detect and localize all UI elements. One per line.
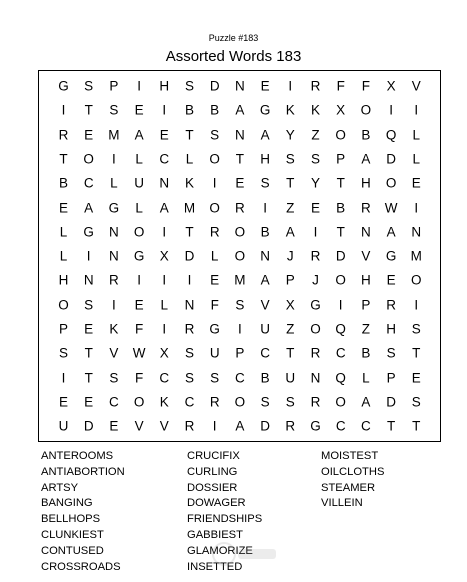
grid-letter: A bbox=[386, 224, 396, 240]
grid-letter: A bbox=[235, 418, 245, 434]
grid-letter: A bbox=[235, 102, 245, 118]
grid-letter: E bbox=[84, 394, 94, 410]
word-list-item: STEAMER bbox=[321, 481, 376, 494]
grid-letter: X bbox=[159, 248, 169, 264]
word-list-item: GLAMORIZE bbox=[187, 544, 253, 557]
grid-letter: G bbox=[209, 321, 220, 337]
grid-letter: I bbox=[414, 296, 419, 312]
grid-letter: H bbox=[361, 272, 371, 288]
grid-letter: C bbox=[159, 369, 170, 385]
grid-letter: E bbox=[134, 102, 144, 118]
watermark-logo-icon bbox=[210, 540, 280, 568]
grid-letter: I bbox=[212, 418, 217, 434]
grid-letter: T bbox=[59, 151, 68, 167]
grid-letter: N bbox=[159, 175, 170, 191]
grid-letter: S bbox=[411, 394, 421, 410]
grid-letter: E bbox=[210, 272, 220, 288]
grid-letter: F bbox=[336, 78, 345, 94]
grid-letter: I bbox=[61, 369, 66, 385]
grid-letter: S bbox=[285, 151, 295, 167]
grid-letter: E bbox=[84, 321, 94, 337]
grid-letter: E bbox=[84, 126, 94, 142]
word-list-item: DOSSIER bbox=[187, 481, 238, 494]
grid-letter: E bbox=[109, 418, 119, 434]
grid-letter: B bbox=[260, 224, 270, 240]
word-list-item: CURLING bbox=[187, 465, 238, 478]
word-list-item: INSETTED bbox=[187, 560, 243, 573]
grid-letter: G bbox=[133, 248, 145, 264]
grid-letter: Y bbox=[285, 126, 295, 142]
grid-letter: D bbox=[260, 418, 270, 434]
grid-letter: O bbox=[385, 175, 397, 191]
grid-letter: O bbox=[58, 296, 69, 312]
grid-letter: I bbox=[212, 175, 217, 191]
grid-letter: O bbox=[209, 151, 220, 167]
grid-letter: Q bbox=[335, 369, 346, 385]
grid-letter: R bbox=[184, 321, 195, 337]
grid-letter: N bbox=[260, 248, 270, 264]
grid-letter: C bbox=[361, 418, 371, 434]
grid-letter: E bbox=[310, 199, 320, 215]
grid-letter: R bbox=[310, 394, 321, 410]
grid-letter: V bbox=[159, 418, 169, 434]
grid-letter: L bbox=[210, 248, 219, 264]
grid-letter: D bbox=[386, 151, 396, 167]
grid-letter: S bbox=[260, 394, 270, 410]
grid-letter: A bbox=[285, 224, 295, 240]
word-list-item: BANGING bbox=[41, 497, 93, 510]
grid-letter: R bbox=[310, 78, 321, 94]
grid-letter: O bbox=[209, 199, 220, 215]
grid-letter: O bbox=[335, 394, 346, 410]
grid-letter: A bbox=[361, 394, 371, 410]
grid-letter: E bbox=[411, 175, 421, 191]
grid-letter: A bbox=[84, 199, 94, 215]
grid-letter: I bbox=[162, 272, 167, 288]
grid-letter: B bbox=[210, 102, 220, 118]
grid-letter: T bbox=[336, 175, 345, 191]
grid-letter: C bbox=[235, 369, 245, 385]
grid-letter: G bbox=[83, 224, 94, 240]
grid-letter: S bbox=[210, 126, 220, 142]
grid-letter: O bbox=[360, 102, 372, 118]
grid-letter: I bbox=[61, 102, 66, 118]
grid-letter: G bbox=[310, 418, 321, 434]
grid-letter: H bbox=[58, 272, 69, 288]
grid-letter: B bbox=[361, 126, 371, 142]
grid-letter: T bbox=[412, 418, 421, 434]
grid-letter: R bbox=[235, 199, 245, 215]
grid-letter: N bbox=[109, 248, 119, 264]
grid-letter: N bbox=[310, 369, 321, 385]
grid-letter: I bbox=[414, 199, 419, 215]
grid-letter: D bbox=[209, 78, 220, 94]
grid-letter: I bbox=[313, 224, 318, 240]
grid-letter: I bbox=[187, 272, 192, 288]
letter-grid bbox=[38, 70, 441, 442]
word-list-item: GABBIEST bbox=[187, 528, 243, 541]
grid-letter: O bbox=[411, 272, 422, 288]
grid-letter: I bbox=[338, 296, 343, 312]
grid-letter: L bbox=[160, 296, 169, 312]
grid-letter: C bbox=[335, 418, 346, 434]
grid-letter: J bbox=[286, 248, 294, 264]
grid-letter: A bbox=[134, 126, 144, 142]
grid-letter: I bbox=[414, 102, 419, 118]
grid-letter: B bbox=[184, 102, 194, 118]
grid-letter: H bbox=[159, 78, 170, 94]
grid-letter: K bbox=[159, 394, 169, 410]
grid-letter: I bbox=[162, 102, 167, 118]
grid-letter: G bbox=[385, 248, 397, 264]
grid-letter: S bbox=[109, 102, 119, 118]
grid-letter: G bbox=[108, 199, 120, 215]
grid-letter: O bbox=[335, 126, 346, 142]
grid-letter: I bbox=[238, 321, 242, 337]
grid-letter: I bbox=[263, 199, 267, 215]
grid-letter: V bbox=[361, 248, 371, 264]
grid-letter: S bbox=[184, 369, 194, 385]
grid-letter: W bbox=[384, 199, 398, 215]
grid-letter: S bbox=[411, 321, 421, 337]
grid-letter: E bbox=[58, 199, 68, 215]
word-list-item: ARTSY bbox=[41, 481, 79, 494]
grid-letter: Q bbox=[385, 126, 397, 142]
grid-letter: W bbox=[132, 345, 146, 361]
grid-letter: L bbox=[362, 369, 370, 385]
grid-letter: R bbox=[310, 345, 321, 361]
grid-letter: A bbox=[159, 199, 169, 215]
grid-letter: N bbox=[109, 224, 119, 240]
grid-letter: O bbox=[310, 321, 321, 337]
puzzle-title: Assorted Words 183 bbox=[165, 48, 302, 65]
grid-letter: V bbox=[411, 78, 421, 94]
grid-letter: S bbox=[58, 345, 68, 361]
grid-letter: D bbox=[335, 248, 346, 264]
grid-letter: L bbox=[135, 151, 143, 167]
grid-letter: H bbox=[361, 175, 371, 191]
grid-letter: R bbox=[361, 199, 371, 215]
grid-letter: H bbox=[386, 321, 396, 337]
grid-letter: S bbox=[109, 369, 119, 385]
grid-letter: R bbox=[58, 126, 69, 142]
grid-letter: G bbox=[259, 102, 271, 118]
grid-letter: C bbox=[83, 175, 94, 191]
grid-letter: C bbox=[335, 345, 346, 361]
grid-letter: U bbox=[58, 418, 69, 434]
grid-letter: N bbox=[411, 224, 422, 240]
grid-letter: F bbox=[134, 321, 144, 337]
grid-letter: K bbox=[109, 321, 119, 337]
grid-letter: S bbox=[184, 345, 194, 361]
grid-letter: U bbox=[209, 345, 220, 361]
grid-letter: Z bbox=[286, 321, 295, 337]
grid-letter: H bbox=[260, 151, 270, 167]
grid-letter: P bbox=[235, 345, 245, 361]
grid-letter: O bbox=[234, 248, 246, 264]
grid-letter: C bbox=[109, 394, 119, 410]
puzzle-number: Puzzle #183 bbox=[208, 33, 259, 43]
word-list-item: ANTEROOMS bbox=[41, 450, 114, 462]
grid-letter: D bbox=[184, 248, 195, 264]
grid-letter: S bbox=[285, 394, 295, 410]
grid-letter: P bbox=[361, 296, 371, 312]
grid-letter: N bbox=[184, 296, 195, 312]
grid-letter: P bbox=[109, 78, 119, 94]
grid-letter: T bbox=[185, 224, 194, 240]
word-list-item: DOWAGER bbox=[187, 497, 246, 510]
grid-letter: M bbox=[410, 248, 422, 264]
grid-letter: S bbox=[84, 296, 94, 312]
grid-letter: S bbox=[260, 175, 270, 191]
grid-letter: O bbox=[335, 272, 346, 288]
word-list-item: BELLHOPS bbox=[41, 513, 101, 526]
grid-letter: I bbox=[112, 151, 116, 167]
grid-letter: I bbox=[162, 321, 167, 337]
word-list-item: FRIENDSHIPS bbox=[187, 513, 263, 526]
grid-letter: M bbox=[108, 126, 120, 142]
grid-letter: E bbox=[235, 175, 245, 191]
grid-letter: R bbox=[209, 394, 220, 410]
grid-letter: J bbox=[312, 272, 319, 288]
grid-letter: D bbox=[386, 394, 396, 410]
grid-letter: O bbox=[83, 151, 94, 167]
grid-letter: B bbox=[260, 369, 270, 385]
grid-letter: Z bbox=[286, 199, 295, 215]
grid-letter: B bbox=[361, 345, 371, 361]
grid-letter: P bbox=[336, 151, 346, 167]
grid-letter: O bbox=[133, 224, 145, 240]
grid-letter: X bbox=[285, 296, 295, 312]
grid-letter: T bbox=[235, 151, 245, 167]
grid-letter: Y bbox=[310, 175, 320, 191]
grid-letter: U bbox=[285, 369, 296, 385]
grid-letter: E bbox=[386, 272, 396, 288]
grid-letter: L bbox=[59, 224, 68, 240]
grid-letter: R bbox=[184, 418, 195, 434]
grid-letter: R bbox=[310, 248, 321, 264]
grid-letter: C bbox=[184, 394, 195, 410]
grid-letter: R bbox=[285, 418, 296, 434]
grid-letter: O bbox=[234, 224, 246, 240]
grid-letter: T bbox=[386, 418, 396, 434]
grid-letter: B bbox=[336, 199, 346, 215]
grid-letter: S bbox=[184, 78, 194, 94]
grid-letter: I bbox=[137, 272, 141, 288]
grid-letter: A bbox=[361, 151, 371, 167]
grid-letter: L bbox=[59, 248, 68, 264]
grid-letter: L bbox=[412, 151, 421, 167]
grid-letter: S bbox=[210, 369, 220, 385]
grid-letter: P bbox=[285, 272, 295, 288]
grid-letter: C bbox=[260, 345, 270, 361]
grid-letter: E bbox=[411, 369, 421, 385]
grid-letter: L bbox=[110, 175, 118, 191]
grid-letter: L bbox=[412, 126, 421, 142]
grid-letter: T bbox=[185, 126, 194, 142]
grid-letter: C bbox=[159, 151, 170, 167]
grid-letter: I bbox=[137, 78, 141, 94]
grid-letter: S bbox=[386, 345, 396, 361]
grid-letter: L bbox=[185, 151, 194, 167]
grid-letter: Z bbox=[311, 126, 320, 142]
grid-letter: Q bbox=[335, 321, 346, 337]
grid-letter: P bbox=[386, 369, 396, 385]
grid-letter: I bbox=[389, 102, 393, 118]
grid-letter: M bbox=[183, 199, 196, 215]
grid-letter: B bbox=[58, 175, 68, 191]
grid-letter: D bbox=[83, 418, 94, 434]
grid-letter: T bbox=[286, 175, 295, 191]
grid-letter: K bbox=[285, 102, 295, 118]
grid-letter: F bbox=[134, 369, 144, 385]
grid-letter: N bbox=[361, 224, 371, 240]
word-list-item: OILCLOTHS bbox=[321, 465, 385, 478]
grid-letter: X bbox=[159, 345, 169, 361]
grid-letter: I bbox=[112, 296, 116, 312]
grid-letter: E bbox=[134, 296, 144, 312]
grid-letter: N bbox=[235, 126, 245, 142]
grid-letter: X bbox=[336, 102, 346, 118]
grid-letter: S bbox=[235, 296, 245, 312]
word-list-item: ANTIABORTION bbox=[41, 465, 125, 478]
grid-letter: F bbox=[361, 78, 371, 94]
grid-letter: T bbox=[412, 345, 421, 361]
word-list-item: CONTUSED bbox=[41, 544, 104, 557]
grid-letter: U bbox=[134, 175, 144, 191]
grid-letter: A bbox=[260, 272, 270, 288]
word-list-item: CLUNKIEST bbox=[41, 528, 104, 541]
grid-letter: K bbox=[184, 175, 194, 191]
grid-letter: R bbox=[109, 272, 119, 288]
grid-letter: U bbox=[260, 321, 270, 337]
grid-letter: T bbox=[286, 345, 295, 361]
word-list-item: CROSSROADS bbox=[41, 560, 121, 573]
grid-letter: E bbox=[159, 126, 169, 142]
grid-letter: O bbox=[133, 394, 145, 410]
word-list-item: CRUCIFIX bbox=[187, 450, 240, 462]
grid-letter: G bbox=[310, 296, 321, 312]
grid-letter: A bbox=[260, 126, 270, 142]
grid-letter: V bbox=[260, 296, 270, 312]
grid-letter: G bbox=[58, 78, 69, 94]
grid-letter: T bbox=[84, 369, 93, 385]
grid-letter: E bbox=[58, 394, 68, 410]
grid-letter: R bbox=[386, 296, 396, 312]
grid-letter: I bbox=[162, 224, 167, 240]
grid-letter: L bbox=[135, 199, 143, 215]
grid-letter: T bbox=[84, 102, 93, 118]
grid-letter: S bbox=[84, 78, 94, 94]
grid-letter: E bbox=[260, 78, 270, 94]
grid-letter: N bbox=[83, 272, 94, 288]
grid-letter: V bbox=[134, 418, 144, 434]
grid-letter: O bbox=[234, 394, 246, 410]
grid-letter: T bbox=[336, 224, 345, 240]
word-list-column-1 bbox=[41, 449, 125, 575]
grid-letter: N bbox=[235, 78, 245, 94]
grid-letter: P bbox=[58, 321, 68, 337]
grid-letter: F bbox=[210, 296, 219, 312]
grid-letter: S bbox=[310, 151, 320, 167]
word-list-item: MOISTEST bbox=[321, 450, 379, 462]
word-list-item: VILLEIN bbox=[321, 497, 363, 510]
grid-letter: M bbox=[234, 272, 246, 288]
grid-letter: V bbox=[109, 345, 119, 361]
grid-letter: Z bbox=[361, 321, 371, 337]
grid-letter: I bbox=[288, 78, 293, 94]
grid-letter: K bbox=[310, 102, 320, 118]
word-list-column-3 bbox=[321, 449, 384, 512]
grid-letter: I bbox=[86, 248, 91, 264]
grid-letter: T bbox=[84, 345, 93, 361]
grid-letter: X bbox=[386, 78, 396, 94]
grid-letter: R bbox=[209, 224, 220, 240]
